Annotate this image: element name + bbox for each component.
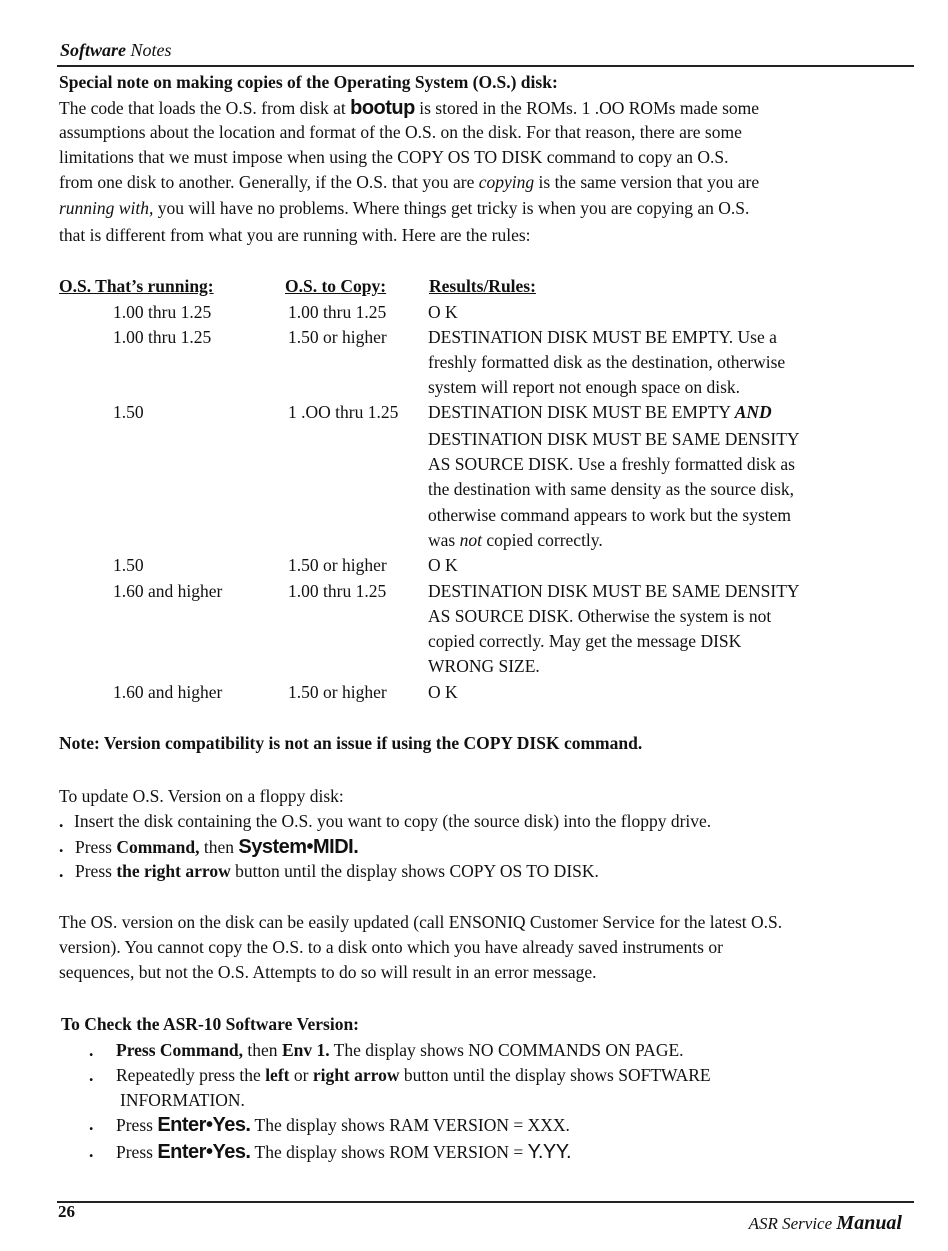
list-item: . Insert the disk containing the O.S. you want to copy (the source disk) into the floppy drive. xyxy=(59,811,712,831)
list-item-continued: INFORMATION. xyxy=(120,1090,245,1110)
table-cell-result: DESTINATION DISK MUST BE SAME DENSITY xyxy=(428,429,800,449)
table-cell-result: AS SOURCE DISK. Otherwise the system is not xyxy=(428,606,772,626)
table-cell-result: freshly formatted disk as the destination, otherwise xyxy=(428,352,786,372)
list-item: . Press the right arrow button until the display shows COPY OS TO DISK. xyxy=(59,861,599,881)
list-item: . Press Command, then System•MIDI. xyxy=(59,836,359,858)
para-line: running with, you will have no problems. Where things get tricky is when you are copying an O.S. xyxy=(59,198,750,218)
table-cell-result: DESTINATION DISK MUST BE EMPTY. Use a xyxy=(428,327,777,347)
compat-note: Note: Version compatibility is not an issue if using the COPY DISK command. xyxy=(59,733,643,753)
list-item: . Press Command, then Env 1. The display shows NO COMMANDS ON PAGE. xyxy=(89,1040,684,1060)
para-line: assumptions about the location and format of the O.S. on the disk. For that reason, there are some xyxy=(59,122,742,142)
table-cell-running: 1.50 xyxy=(113,555,144,575)
table-cell-running: 1.50 xyxy=(113,402,144,422)
table-cell-result: was not copied correctly. xyxy=(428,530,603,550)
table-cell-result: DESTINATION DISK MUST BE SAME DENSITY xyxy=(428,581,800,601)
manual-title: ASR Service Manual xyxy=(748,1212,902,1234)
para-line: that is different from what you are running with. Here are the rules: xyxy=(59,225,531,245)
update-intro: To update O.S. Version on a floppy disk: xyxy=(59,786,344,806)
footer-rule xyxy=(57,1201,914,1203)
list-item: . Press Enter•Yes. The display shows RAM VERSION = XXX. xyxy=(89,1114,570,1136)
table-cell-copy: 1 .OO thru 1.25 xyxy=(288,402,399,422)
table-cell-copy: 1.00 thru 1.25 xyxy=(288,302,387,322)
para-line: limitations that we must impose when using the COPY OS TO DISK command to copy an O.S. xyxy=(59,147,729,167)
table-cell-result: WRONG SIZE. xyxy=(428,656,540,676)
table-cell-result: system will report not enough space on disk. xyxy=(428,377,741,397)
para-line: The OS. version on the disk can be easily updated (call ENSONIQ Customer Service for the latest O.S. xyxy=(59,912,783,932)
table-cell-copy: 1.00 thru 1.25 xyxy=(288,581,387,601)
list-item: . Repeatedly press the left or right arrow button until the display shows SOFTWARE xyxy=(89,1065,711,1085)
col-header-copy: O.S. to Copy: xyxy=(285,276,387,296)
page-number: 26 xyxy=(58,1202,75,1221)
table-cell-copy: 1.50 or higher xyxy=(288,555,387,575)
check-title: To Check the ASR-10 Software Version: xyxy=(61,1014,360,1034)
para-line: from one disk to another. Generally, if the O.S. that you are copying is the same version that you are xyxy=(59,172,760,192)
table-cell-result: AS SOURCE DISK. Use a freshly formatted disk as xyxy=(428,454,795,474)
table-cell-result: O K xyxy=(428,682,458,702)
table-cell-result: copied correctly. May get the message DISK xyxy=(428,631,742,651)
table-cell-result: O K xyxy=(428,555,458,575)
header-rule xyxy=(57,65,914,67)
running-header: Software Notes xyxy=(60,40,172,60)
table-cell-result: O K xyxy=(428,302,458,322)
table-cell-copy: 1.50 or higher xyxy=(288,682,387,702)
col-header-result: Results/Rules: xyxy=(429,276,536,296)
table-cell-running: 1.00 thru 1.25 xyxy=(113,302,212,322)
table-cell-result: the destination with same density as the source disk, xyxy=(428,479,794,499)
table-cell-result: otherwise command appears to work but the system xyxy=(428,505,792,525)
para-line: version). You cannot copy the O.S. to a disk onto which you have already saved instruments or xyxy=(59,937,723,957)
col-header-running: O.S. That’s running: xyxy=(59,276,214,296)
table-cell-running: 1.60 and higher xyxy=(113,682,223,702)
special-note-title: Special note on making copies of the Operating System (O.S.) disk: xyxy=(59,72,558,92)
table-cell-copy: 1.50 or higher xyxy=(288,327,387,347)
table-cell-running: 1.00 thru 1.25 xyxy=(113,327,212,347)
list-item: . Press Enter•Yes. The display shows ROM VERSION = Y.YY. xyxy=(89,1141,572,1163)
table-cell-result: DESTINATION DISK MUST BE EMPTY AND xyxy=(428,402,772,422)
para-line: sequences, but not the O.S. Attempts to do so will result in an error message. xyxy=(59,962,597,982)
table-cell-running: 1.60 and higher xyxy=(113,581,223,601)
para-line: The code that loads the O.S. from disk at bootup is stored in the ROMs. 1 .OO ROMs made some xyxy=(59,97,760,119)
